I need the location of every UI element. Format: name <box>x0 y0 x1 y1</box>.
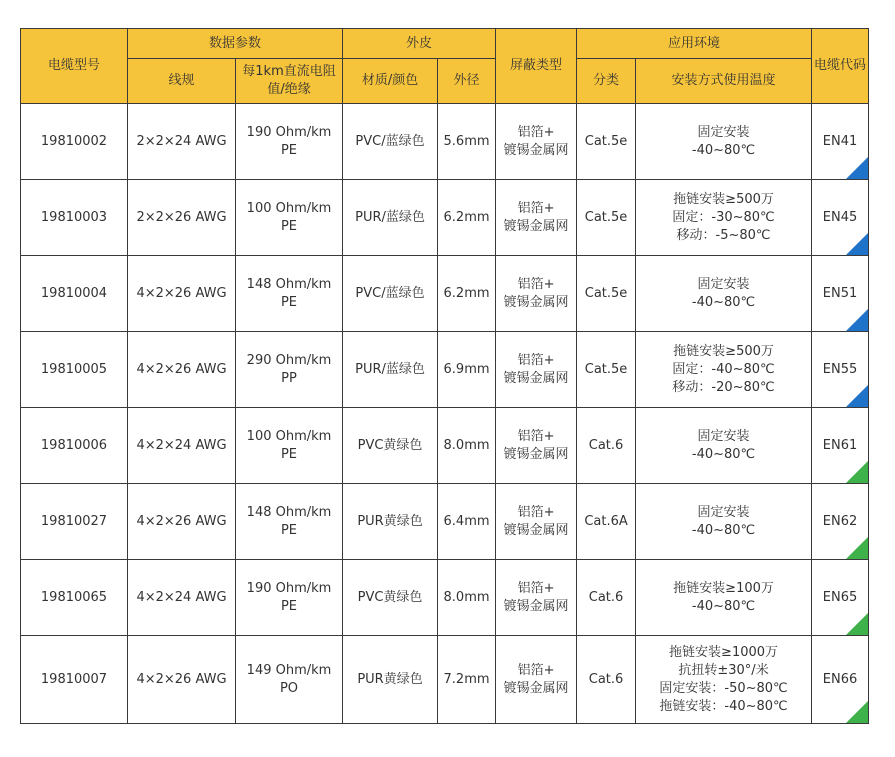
cell-install-temp <box>636 636 812 724</box>
resistance-value: 100 Ohm/km <box>246 200 332 216</box>
header-app-env: 应用环境 <box>577 29 812 59</box>
cable-code-text: EN45 <box>822 209 858 225</box>
env-line: 固定安装 <box>697 428 750 444</box>
cable-code-text: EN51 <box>822 285 858 301</box>
cell-gauge: 4×2×24 AWG <box>128 560 236 636</box>
table-row <box>21 256 869 332</box>
cell-material-color: PVC/蓝绿色 <box>343 104 438 180</box>
env-line: 移动：-5~80℃ <box>676 227 771 243</box>
header-shield-type: 屏蔽类型 <box>496 29 577 104</box>
env-line: 固定安装：-50~80℃ <box>659 680 788 696</box>
cell-category: Cat.6A <box>577 484 636 560</box>
corner-triangle-icon <box>846 233 868 255</box>
env-line: 固定安装 <box>697 124 750 140</box>
cell-model: 19810005 <box>21 332 128 408</box>
resistance-value: 290 Ohm/km <box>246 352 332 368</box>
cell-gauge: 2×2×26 AWG <box>128 180 236 256</box>
env-line: -40~80℃ <box>691 446 756 462</box>
table-row <box>21 104 869 180</box>
table-body <box>21 104 869 724</box>
cell-resistance <box>236 636 343 724</box>
cell-material-color: PVC黄绿色 <box>343 408 438 484</box>
corner-triangle-icon <box>846 461 868 483</box>
cell-install-temp <box>636 104 812 180</box>
insulation-value: PO <box>279 680 299 696</box>
cell-cable-code <box>812 408 869 484</box>
resistance-value: 100 Ohm/km <box>246 428 332 444</box>
cell-shield <box>496 180 577 256</box>
env-line: -40~80℃ <box>691 294 756 310</box>
cell-model: 19810006 <box>21 408 128 484</box>
cell-resistance <box>236 180 343 256</box>
resistance-value: 190 Ohm/km <box>246 580 332 596</box>
cell-cable-code <box>812 636 869 724</box>
cell-outer-diameter: 8.0mm <box>438 560 496 636</box>
env-line: 移动：-20~80℃ <box>672 379 775 395</box>
cell-model: 19810065 <box>21 560 128 636</box>
cell-outer-diameter: 6.4mm <box>438 484 496 560</box>
env-line: 固定：-30~80℃ <box>672 209 775 225</box>
cell-shield <box>496 484 577 560</box>
resistance-value: 190 Ohm/km <box>246 124 332 140</box>
cell-gauge: 2×2×24 AWG <box>128 104 236 180</box>
cell-material-color: PUR黄绿色 <box>343 636 438 724</box>
cable-code-text: EN41 <box>822 133 858 149</box>
cell-cable-code <box>812 484 869 560</box>
cell-gauge: 4×2×26 AWG <box>128 256 236 332</box>
insulation-value: PE <box>280 446 298 462</box>
cell-resistance <box>236 332 343 408</box>
insulation-value: PE <box>280 522 298 538</box>
cell-shield <box>496 332 577 408</box>
corner-triangle-icon <box>846 613 868 635</box>
shield-line: 铝箔+ <box>517 200 555 216</box>
table-row <box>21 560 869 636</box>
env-line: 固定安装 <box>697 276 750 292</box>
cell-outer-diameter: 7.2mm <box>438 636 496 724</box>
cell-cable-code <box>812 560 869 636</box>
shield-line: 镀锡金属网 <box>503 294 569 310</box>
table-row <box>21 180 869 256</box>
shield-line: 铝箔+ <box>517 352 555 368</box>
cell-cable-code <box>812 180 869 256</box>
cell-gauge: 4×2×24 AWG <box>128 408 236 484</box>
header-install-temp: 安装方式使用温度 <box>636 59 812 104</box>
cell-cable-code <box>812 104 869 180</box>
cable-code-text: EN65 <box>822 589 858 605</box>
env-line: 固定：-40~80℃ <box>672 361 775 377</box>
corner-triangle-icon <box>846 385 868 407</box>
cell-material-color: PUR/蓝绿色 <box>343 180 438 256</box>
header-cable-code: 电缆代码 <box>812 29 869 104</box>
cell-category: Cat.5e <box>577 256 636 332</box>
cell-outer-diameter: 8.0mm <box>438 408 496 484</box>
cell-model: 19810027 <box>21 484 128 560</box>
cable-spec-table <box>20 28 869 724</box>
table-row <box>21 636 869 724</box>
cell-category: Cat.6 <box>577 408 636 484</box>
cell-shield <box>496 408 577 484</box>
shield-line: 镀锡金属网 <box>503 446 569 462</box>
cell-shield <box>496 560 577 636</box>
cell-category: Cat.6 <box>577 560 636 636</box>
cell-gauge: 4×2×26 AWG <box>128 332 236 408</box>
env-line: 拖链安装：-40~80℃ <box>659 698 788 714</box>
cell-cable-code <box>812 332 869 408</box>
cell-resistance <box>236 560 343 636</box>
table-header <box>21 29 869 104</box>
resistance-value: 148 Ohm/km <box>246 276 332 292</box>
insulation-value: PE <box>280 294 298 310</box>
cell-category: Cat.5e <box>577 332 636 408</box>
table-row <box>21 408 869 484</box>
insulation-value: PP <box>281 370 297 386</box>
shield-line: 铝箔+ <box>517 662 555 678</box>
env-line: -40~80℃ <box>691 522 756 538</box>
cell-material-color: PUR/蓝绿色 <box>343 332 438 408</box>
env-line: 拖链安装≥1000万 <box>669 644 779 660</box>
cell-model: 19810003 <box>21 180 128 256</box>
shield-line: 铝箔+ <box>517 580 555 596</box>
insulation-value: PE <box>280 598 298 614</box>
resistance-value: 149 Ohm/km <box>246 662 332 678</box>
header-resistance: 每1km直流电阻值/绝缘 <box>236 59 343 104</box>
corner-triangle-icon <box>846 157 868 179</box>
cell-resistance <box>236 408 343 484</box>
cable-code-text: EN62 <box>822 513 858 529</box>
cell-gauge: 4×2×26 AWG <box>128 636 236 724</box>
cell-shield <box>496 104 577 180</box>
cell-shield <box>496 636 577 724</box>
cell-install-temp <box>636 484 812 560</box>
cell-category: Cat.5e <box>577 104 636 180</box>
cell-install-temp <box>636 332 812 408</box>
cell-install-temp <box>636 180 812 256</box>
cell-shield <box>496 256 577 332</box>
cell-resistance <box>236 104 343 180</box>
cell-model: 19810004 <box>21 256 128 332</box>
insulation-value: PE <box>280 142 298 158</box>
cable-code-text: EN61 <box>822 437 858 453</box>
resistance-value: 148 Ohm/km <box>246 504 332 520</box>
cell-resistance <box>236 256 343 332</box>
shield-line: 镀锡金属网 <box>503 680 569 696</box>
cell-category: Cat.6 <box>577 636 636 724</box>
header-data-params: 数据参数 <box>128 29 343 59</box>
corner-triangle-icon <box>846 537 868 559</box>
cell-outer-diameter: 6.2mm <box>438 256 496 332</box>
cell-install-temp <box>636 256 812 332</box>
corner-triangle-icon <box>846 309 868 331</box>
env-line: 拖链安装≥500万 <box>673 343 774 359</box>
cell-outer-diameter: 6.2mm <box>438 180 496 256</box>
env-line: 拖链安装≥500万 <box>673 191 774 207</box>
cell-outer-diameter: 6.9mm <box>438 332 496 408</box>
cable-code-text: EN55 <box>822 361 858 377</box>
header-outer-diameter: 外径 <box>438 59 496 104</box>
env-line: -40~80℃ <box>691 142 756 158</box>
shield-line: 镀锡金属网 <box>503 142 569 158</box>
env-line: -40~80℃ <box>691 598 756 614</box>
cell-model: 19810007 <box>21 636 128 724</box>
shield-line: 铝箔+ <box>517 276 555 292</box>
shield-line: 镀锡金属网 <box>503 218 569 234</box>
table-row <box>21 332 869 408</box>
shield-line: 镀锡金属网 <box>503 598 569 614</box>
header-category: 分类 <box>577 59 636 104</box>
cell-model: 19810002 <box>21 104 128 180</box>
corner-triangle-icon <box>846 701 868 723</box>
cell-gauge: 4×2×26 AWG <box>128 484 236 560</box>
shield-line: 铝箔+ <box>517 504 555 520</box>
header-gauge: 线规 <box>128 59 236 104</box>
cell-install-temp <box>636 560 812 636</box>
cell-resistance <box>236 484 343 560</box>
cell-category: Cat.5e <box>577 180 636 256</box>
cable-code-text: EN66 <box>822 671 858 687</box>
table-row <box>21 484 869 560</box>
cell-outer-diameter: 5.6mm <box>438 104 496 180</box>
cell-install-temp <box>636 408 812 484</box>
shield-line: 铝箔+ <box>517 428 555 444</box>
env-line: 固定安装 <box>697 504 750 520</box>
cell-material-color: PVC黄绿色 <box>343 560 438 636</box>
cell-material-color: PUR黄绿色 <box>343 484 438 560</box>
env-line: 拖链安装≥100万 <box>673 580 774 596</box>
shield-line: 镀锡金属网 <box>503 522 569 538</box>
env-line: 抗扭转±30°/米 <box>678 662 769 678</box>
header-material-color: 材质/颜色 <box>343 59 438 104</box>
shield-line: 镀锡金属网 <box>503 370 569 386</box>
header-jacket: 外皮 <box>343 29 496 59</box>
cell-cable-code <box>812 256 869 332</box>
cell-material-color: PVC/蓝绿色 <box>343 256 438 332</box>
header-model: 电缆型号 <box>21 29 128 104</box>
insulation-value: PE <box>280 218 298 234</box>
shield-line: 铝箔+ <box>517 124 555 140</box>
